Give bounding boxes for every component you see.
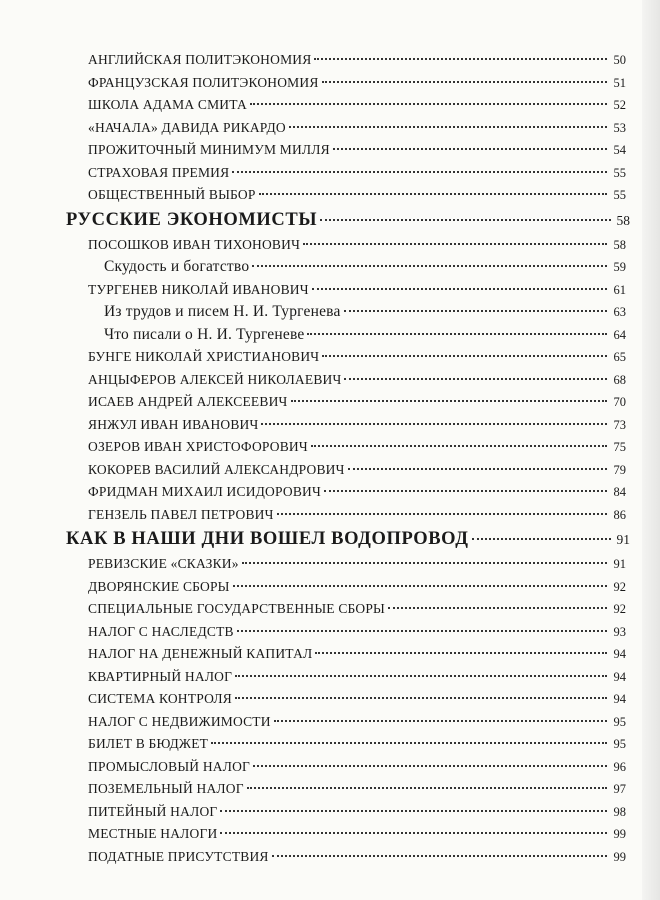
toc-entry — [0, 234, 660, 257]
toc-entry — [0, 823, 660, 846]
dot-leader — [322, 355, 607, 357]
dot-leader — [252, 265, 607, 267]
toc-page-number: 63 — [613, 305, 626, 319]
toc-entry-title: ОБЩЕСТВЕННЫЙ ВЫБОР — [88, 187, 256, 202]
dot-leader — [324, 490, 607, 492]
dot-leader — [247, 787, 607, 789]
dot-leader — [472, 538, 611, 540]
toc-page-number: 95 — [613, 737, 626, 751]
toc-entry — [0, 369, 660, 392]
toc-page-number: 58 — [613, 237, 626, 252]
toc-entry — [0, 756, 660, 779]
toc-page-number: 86 — [613, 507, 626, 522]
toc-page-number: 91 — [616, 532, 630, 547]
dot-leader — [303, 243, 607, 245]
toc-entry — [0, 846, 660, 869]
toc-page-number: 53 — [613, 120, 626, 135]
dot-leader — [315, 652, 607, 654]
toc-page-number: 99 — [613, 849, 626, 864]
toc-entry — [0, 94, 660, 117]
toc-entry-title: НАЛОГ С НЕДВИЖИМОСТИ — [88, 713, 271, 729]
toc-entry — [0, 391, 660, 414]
toc-page-number: 68 — [613, 372, 626, 387]
toc-entry — [0, 504, 660, 527]
toc-page-number: 75 — [613, 440, 626, 454]
toc-entry-title: АНЦЫФЕРОВ АЛЕКСЕЙ НИКОЛАЕВИЧ — [88, 371, 342, 387]
dot-leader — [320, 219, 611, 221]
toc-entry — [0, 184, 660, 207]
toc-entry — [0, 436, 660, 459]
dot-leader — [291, 400, 608, 402]
toc-entry-title: ТУРГЕНЕВ НИКОЛАЙ ИВАНОВИЧ — [88, 281, 309, 297]
toc-entry — [0, 414, 660, 437]
toc-entry — [0, 598, 660, 621]
dot-leader — [344, 310, 607, 312]
toc-page-number: 97 — [613, 782, 626, 796]
toc-entry-title: КОКОРЕВ ВАСИЛИЙ АЛЕКСАНДРОВИЧ — [88, 461, 345, 477]
dot-leader — [272, 855, 607, 857]
toc-entry-title: БИЛЕТ В БЮДЖЕТ — [88, 736, 209, 751]
toc-entry-title: ГЕНЗЕЛЬ ПАВЕЛ ПЕТРОВИЧ — [88, 506, 274, 522]
toc-subentry — [0, 301, 660, 324]
dot-leader — [314, 58, 607, 60]
dot-leader — [333, 148, 607, 150]
toc-entry — [0, 117, 660, 140]
toc-entry-title: ПОДАТНЫЕ ПРИСУТСТВИЯ — [88, 848, 269, 864]
toc-page-number: 50 — [613, 53, 626, 67]
toc-entry-title: ФРАНЦУЗСКАЯ ПОЛИТЭКОНОМИЯ — [88, 74, 319, 90]
toc-entry — [0, 139, 660, 162]
dot-leader — [289, 126, 607, 128]
toc-page-number: 96 — [613, 759, 626, 774]
toc-section-heading — [0, 207, 660, 234]
dot-leader — [348, 468, 607, 470]
toc-page-number: 55 — [613, 188, 626, 202]
dot-leader — [211, 742, 607, 744]
dot-leader — [388, 607, 607, 609]
toc-entry — [0, 801, 660, 824]
dot-leader — [274, 720, 607, 722]
dot-leader — [237, 630, 607, 632]
toc-entry-title: ПИТЕЙНЫЙ НАЛОГ — [88, 803, 218, 819]
toc-entry — [0, 688, 660, 711]
toc-page-number: 94 — [613, 647, 626, 661]
table-of-contents — [0, 49, 660, 868]
toc-page-number: 94 — [613, 669, 626, 684]
toc-page-number: 79 — [613, 462, 626, 477]
toc-entry-title: КВАРТИРНЫЙ НАЛОГ — [88, 668, 233, 684]
toc-entry-title: СПЕЦИАЛЬНЫЕ ГОСУДАРСТВЕННЫЕ СБОРЫ — [88, 601, 386, 616]
dot-leader — [233, 585, 607, 587]
toc-entry — [0, 643, 660, 666]
toc-page-number: 51 — [613, 75, 626, 90]
toc-page-number: 95 — [613, 714, 626, 729]
toc-page-number: 84 — [613, 485, 626, 499]
toc-entry-title: РУССКИЕ ЭКОНОМИСТЫ — [66, 209, 318, 230]
toc-entry — [0, 346, 660, 369]
dot-leader — [344, 378, 607, 380]
toc-page-number: 52 — [613, 98, 626, 112]
toc-entry-title: НАЛОГ НА ДЕНЕЖНЫЙ КАПИТАЛ — [88, 646, 313, 661]
toc-entry-title: ПРОЖИТОЧНЫЙ МИНИМУМ МИЛЛЯ — [88, 142, 330, 157]
toc-entry — [0, 621, 660, 644]
toc-page-number: 93 — [613, 624, 626, 639]
toc-entry-title: ОЗЕРОВ ИВАН ХРИСТОФОРОВИЧ — [88, 439, 308, 454]
toc-page-number: 98 — [613, 804, 626, 819]
toc-page-number: 59 — [613, 260, 626, 274]
dot-leader — [250, 103, 607, 105]
toc-page-number: 91 — [613, 557, 626, 571]
toc-page-number: 65 — [613, 350, 626, 364]
toc-entry-title: Скудость и богатство — [104, 258, 250, 275]
dot-leader — [232, 171, 607, 173]
dot-leader — [261, 423, 607, 425]
toc-page-number: 54 — [613, 143, 626, 157]
toc-entry-title: НАЛОГ С НАСЛЕДСТВ — [88, 623, 234, 639]
dot-leader — [277, 513, 607, 515]
toc-page-number: 73 — [613, 417, 626, 432]
dot-leader — [235, 675, 607, 677]
dot-leader — [259, 193, 607, 195]
dot-leader — [312, 288, 607, 290]
dot-leader — [242, 562, 607, 564]
toc-entry-title: ИСАЕВ АНДРЕЙ АЛЕКСЕЕВИЧ — [88, 394, 288, 409]
toc-entry — [0, 553, 660, 576]
toc-page-number: 58 — [616, 212, 630, 228]
toc-entry-title: ШКОЛА АДАМА СМИТА — [88, 97, 247, 112]
toc-page-number: 64 — [613, 327, 626, 342]
toc-entry — [0, 733, 660, 756]
toc-entry-title: РЕВИЗСКИЕ «СКАЗКИ» — [88, 556, 239, 571]
toc-entry-title: ПОСОШКОВ ИВАН ТИХОНОВИЧ — [88, 236, 301, 252]
toc-entry-title: КАК В НАШИ ДНИ ВОШЕЛ ВОДОПРОВОД — [66, 529, 469, 549]
toc-entry-title: «НАЧАЛА» ДАВИДА РИКАРДО — [88, 119, 286, 135]
toc-entry-title: Что писали о Н. И. Тургеневе — [104, 325, 305, 343]
toc-entry — [0, 459, 660, 482]
dot-leader — [220, 810, 607, 812]
dot-leader — [253, 765, 607, 767]
toc-entry — [0, 778, 660, 801]
toc-entry-title: Из трудов и писем Н. И. Тургенева — [104, 303, 341, 320]
toc-entry-title: ФРИДМАН МИХАИЛ ИСИДОРОВИЧ — [88, 484, 321, 499]
toc-entry — [0, 666, 660, 689]
toc-page-number: 92 — [613, 579, 626, 594]
toc-page-number: 70 — [613, 395, 626, 409]
toc-entry-title: СТРАХОВАЯ ПРЕМИЯ — [88, 164, 230, 180]
toc-page-number: 55 — [613, 165, 626, 180]
dot-leader — [307, 333, 607, 335]
toc-entry-title: СИСТЕМА КОНТРОЛЯ — [88, 691, 232, 706]
toc-entry — [0, 481, 660, 504]
toc-entry-title: БУНГЕ НИКОЛАЙ ХРИСТИАНОВИЧ — [88, 349, 320, 364]
toc-entry-title: МЕСТНЫЕ НАЛОГИ — [88, 826, 218, 841]
toc-entry — [0, 49, 660, 72]
toc-section-heading — [0, 526, 660, 553]
toc-page-number: 99 — [613, 827, 626, 841]
toc-entry-title: ПРОМЫСЛОВЫЙ НАЛОГ — [88, 758, 251, 774]
toc-entry — [0, 162, 660, 185]
toc-entry — [0, 576, 660, 599]
toc-entry-title: АНГЛИЙСКАЯ ПОЛИТЭКОНОМИЯ — [88, 52, 312, 67]
toc-page-number: 94 — [613, 692, 626, 706]
toc-entry-title: ЯНЖУЛ ИВАН ИВАНОВИЧ — [88, 416, 259, 432]
toc-page-number: 61 — [613, 282, 626, 297]
toc-entry-title: ПОЗЕМЕЛЬНЫЙ НАЛОГ — [88, 781, 244, 796]
toc-entry-title: ДВОРЯНСКИЕ СБОРЫ — [88, 578, 230, 594]
toc-entry — [0, 711, 660, 734]
toc-entry — [0, 72, 660, 95]
toc-subentry — [0, 256, 660, 279]
toc-page-number: 92 — [613, 602, 626, 616]
dot-leader — [220, 832, 607, 834]
dot-leader — [235, 697, 607, 699]
toc-subentry — [0, 324, 660, 347]
toc-entry — [0, 279, 660, 302]
dot-leader — [322, 81, 607, 83]
dot-leader — [311, 445, 607, 447]
